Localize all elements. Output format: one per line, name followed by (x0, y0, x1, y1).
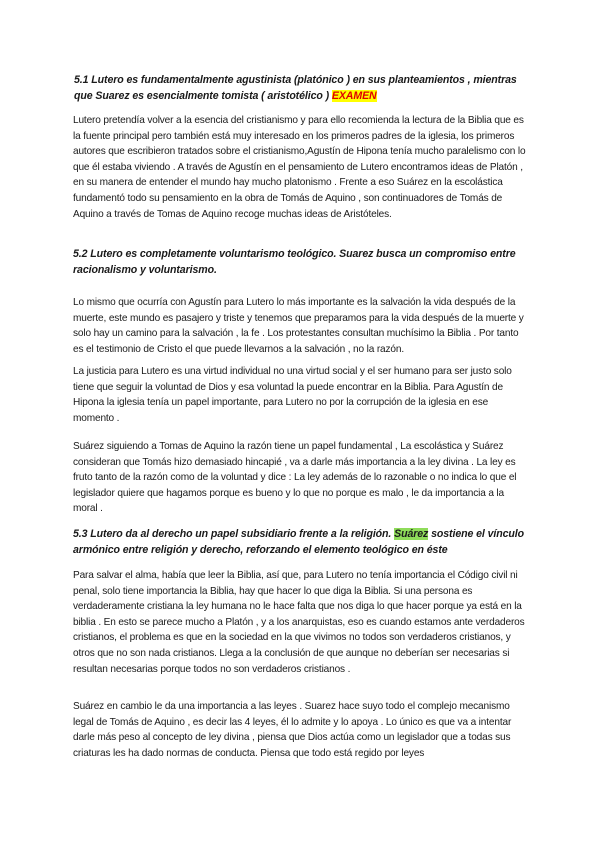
section-2-heading: 5.2 Lutero es completamente voluntarismo teológico. Suarez busca un compromiso entre racionalismo y voluntarismo. (73, 248, 516, 276)
section-1-paragraph-1: Lutero pretendía volver a la esencia del cristianismo y para ello recomienda la lectura de la Biblia que es la fuente principal pero también está muy interesado en los primeros padres de la iglesia, los primeros autores que escribieron tratados sobre el cristianismo,Agustín de Hipona tenía mucho paralelismo con lo que él estaba viviendo . A través de Agustín en el pensamiento de Lutero encontramos ideas de Platón , en su manera de entender el mundo hay mucho platonismo . Frente a eso Suárez en la escolástica fundamentó todo su pensamiento en la obra de Tomás de Aquino , son continuadores de Tomás de Aquino a través de Tomas de Aquino recoge muchas ideas de Aristóteles. (73, 115, 526, 220)
section-3-heading (73, 526, 528, 558)
section-3-paragraph-2: Suárez en cambio le da una importancia a las leyes . Suarez hace suyo todo el complejo mecanismo legal de Tomás de Aquino , es decir las 4 leyes, él lo admite y lo apoya . Lo único es que va a intentar darle más peso al concepto de ley divina , piensa que Dios actúa como un legislador que a todas sus criaturas les ha dado normas de conducta. Piensa que todo está regido por leyes (73, 701, 512, 759)
section-2-paragraph-1: Lo mismo que ocurría con Agustín para Lutero lo más importante es la salvación la vida después de la muerte, este mundo es pasajero y triste y tenemos que preparamos para la vida después de la muerte y solo hay un camino para la salvación , la fe . Los protestantes consultan muchísimo la Biblia . Por tanto es el testimonio de Cristo el que puede llevarnos a la salvación , no la razón. (73, 297, 524, 355)
exam-tag: EXAMEN (331, 90, 377, 102)
section-2-paragraph-2: La justicia para Lutero es una virtud individual no una virtud social y el ser humano para ser justo solo tiene que seguir la voluntad de Dios y esa voluntad la puede encontrar en la Biblia. Para Agustín de Hipona la iglesia tenía un papel importante, para Lutero no por la corrupción de la iglesia en ese momento . (73, 366, 512, 424)
highlighted-word: Suárez (394, 528, 429, 540)
section-3-paragraph-1: Para salvar el alma, había que leer la Biblia, así que, para Lutero no tenía importancia el Código civil ni penal, solo tiene importancia la Biblia, hay que hacer lo que diga la Biblia. Si una persona es verdaderamente cristiana la ley humana no le hace falta que nos diga lo que hacer porque ya está en la biblia . En esto se parece mucho a Platón , y a los anarquistas, eso es cuando estamos ante verdaderos cristianos, el problema es que en la sociedad en la que vivimos no todos son verdaderos cristianos, y otros que no son nada cristianos. Llega a la conclusión de que aunque no deberían ser necesarias si resultan necesarias porque todos no son verdaderos cristianos . (73, 570, 525, 675)
section-3-heading-text-end: sostiene el vínculo armónico entre religión y derecho, reforzando el elemento teológico en éste (73, 528, 524, 556)
section-2-paragraph-3: Suárez siguiendo a Tomas de Aquino la razón tiene un papel fundamental , La escolástica y Suárez consideran que Tomás hizo demasiado hincapié , va a darle más importancia a la ley divina . La ley es fruto tanto de la razón como de la voluntad y dice : La ley además de lo razonable o no indica lo que el legislador quiere que hagamos porque es bueno y lo que no porque es malo , le da importancia a la moral . (73, 441, 517, 515)
section-1-heading-text: 5.1 Lutero es fundamentalmente agustinista (platónico ) en sus planteamientos , mientras que Suarez es esencialmente tomista ( aristotélico ) (74, 74, 517, 102)
section-1-heading (74, 72, 529, 104)
section-3-heading-text: 5.3 Lutero da al derecho un papel subsidiario frente a la religión. (73, 528, 395, 540)
